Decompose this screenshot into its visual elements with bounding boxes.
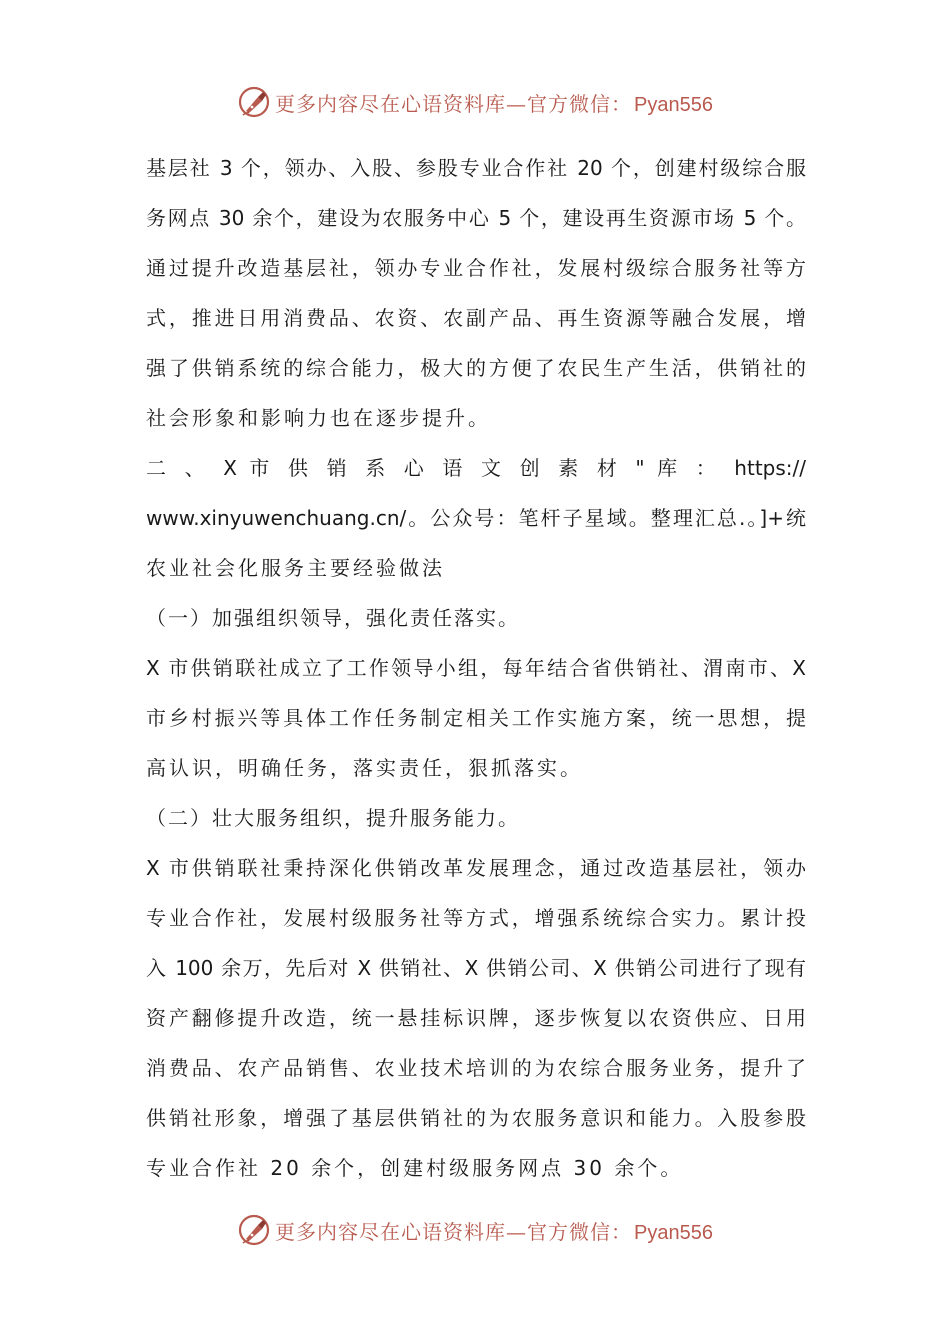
paragraph-line: 专业合作社 20 余个，创建村级服务网点 30 余个。	[146, 1156, 684, 1180]
subheading-two: （二）壮大服务组织，提升服务能力。	[146, 806, 520, 830]
paragraph-line: 供销社形象，增强了基层供销社的为农服务意识和能力。入股参股	[146, 1106, 806, 1130]
footer-banner	[0, 1210, 950, 1250]
paragraph-line: 强了供销系统的综合能力，极大的方便了农民生产生活，供销社的	[146, 356, 806, 380]
paragraph-line: 市乡村振兴等具体工作任务制定相关工作实施方案，统一思想，提	[146, 706, 806, 730]
paragraph-line: 式，推进日用消费品、农资、农副产品、再生资源等融合发展，增	[146, 306, 806, 330]
wechat-id: Pyan556	[634, 1221, 713, 1244]
paragraph-line: 资产翻修提升改造，统一悬挂标识牌，逐步恢复以农资供应、日用	[146, 1006, 806, 1030]
paragraph-line: X 市供销联社秉持深化供销改革发展理念，通过改造基层社，领办	[146, 856, 806, 880]
pen-nib-logo-icon	[237, 1213, 271, 1247]
paragraph-line: X 市供销联社成立了工作领导小组，每年结合省供销社、渭南市、X	[146, 656, 806, 680]
subheading-one: （一）加强组织领导，强化责任落实。	[146, 606, 520, 630]
banner-text: 更多内容尽在心语资料库—官方微信： Pyan556	[275, 1219, 713, 1244]
paragraph-line: 基层社 3 个，领办、入股、参股专业合作社 20 个，创建村级综合服	[146, 156, 806, 180]
document-body	[146, 148, 806, 1198]
paragraph-line: 消费品、农产品销售、农业技术培训的为农综合服务业务，提升了	[146, 1056, 806, 1080]
section-heading-line: 二 、 X 市 供 销 系 心 语 文 创 素 材 " 库 ： https://	[146, 456, 806, 480]
paragraph-line: 专业合作社，发展村级服务社等方式，增强系统综合实力。累计投	[146, 906, 806, 930]
header-banner	[0, 82, 950, 122]
section-heading-line: 农业社会化服务主要经验做法	[146, 556, 445, 580]
pen-nib-logo-icon	[237, 85, 271, 119]
paragraph-line: 务网点 30 余个，建设为农服务中心 5 个，建设再生资源市场 5 个。	[146, 206, 806, 230]
paragraph-line: 入 100 余万，先后对 X 供销社、X 供销公司、X 供销公司进行了现有	[146, 956, 806, 980]
banner-text: 更多内容尽在心语资料库—官方微信： Pyan556	[275, 91, 713, 116]
section-heading-line: www.xinyuwenchuang.cn/。公众号：笔杆子星域。整理汇总.。]+统	[146, 506, 806, 530]
wechat-id: Pyan556	[634, 93, 713, 116]
paragraph-line: 通过提升改造基层社，领办专业合作社，发展村级综合服务社等方	[146, 256, 806, 280]
paragraph-line: 社会形象和影响力也在逐步提升。	[146, 406, 491, 430]
paragraph-line: 高认识，明确任务，落实责任，狠抓落实。	[146, 756, 583, 780]
